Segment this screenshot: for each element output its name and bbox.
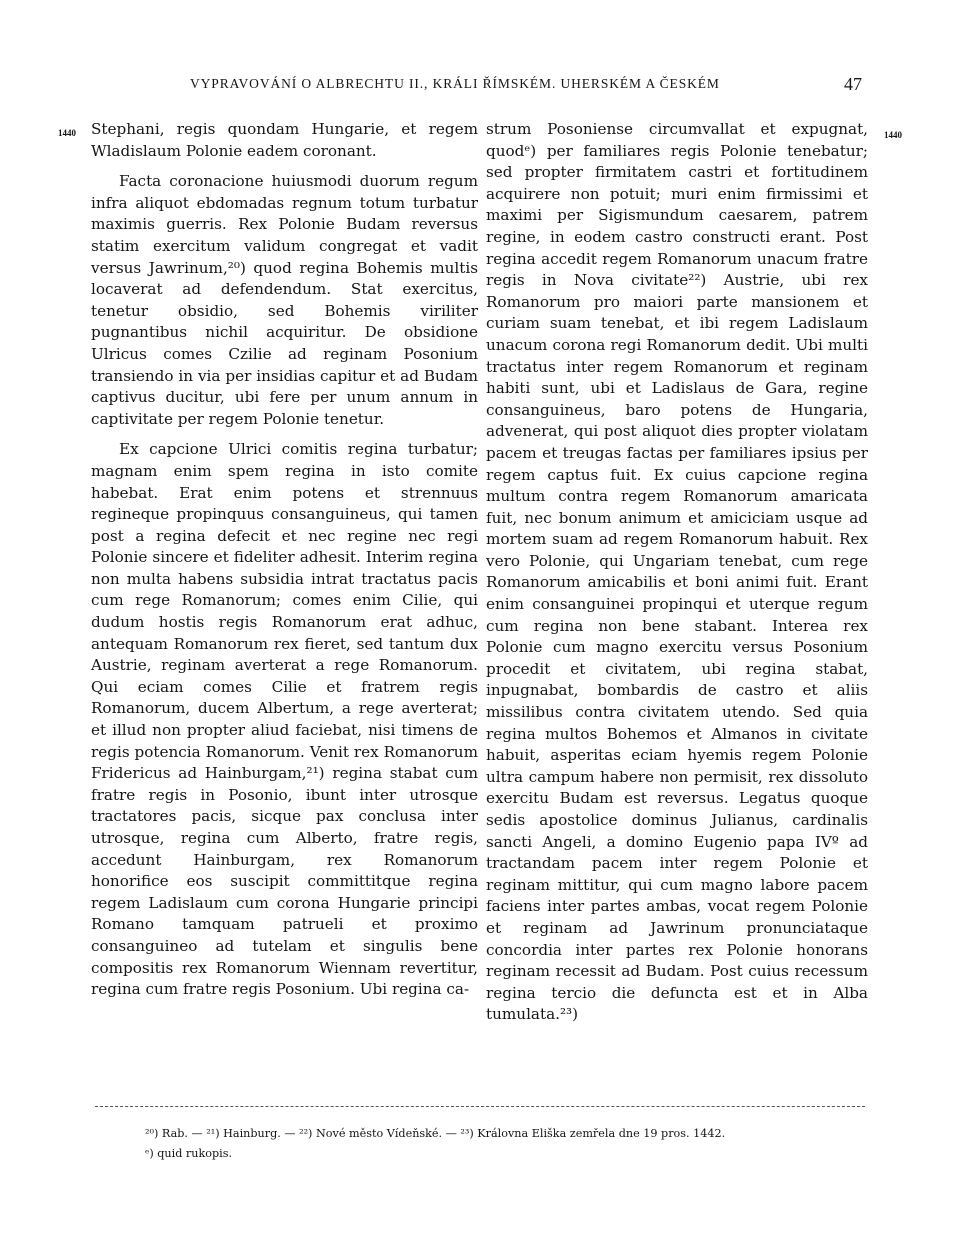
margin-year-left: 1440 (58, 128, 76, 138)
footnote-line: ᵉ) quid rukopis. (145, 1147, 233, 1160)
footnotes (145, 1124, 865, 1164)
margin-year-right: 1440 (884, 130, 902, 140)
page-header (0, 76, 960, 98)
footnote-line: ²⁰) Rab. — ²¹) Hainburg. — ²²) Nové město Vídeňské. — ²³) Královna Eliška zemřela dne 19 pros. 1442. (145, 1127, 726, 1140)
paragraph: Facta coronacione huiusmodi duorum regum infra aliquot ebdomadas regnum totum turbatur maximis guerris. Rex Polonie Budam reversus statim exercitum validum congregat et vadit versus Jawrinum,²⁰) quod regina Bohemis multis locaverat ad defendendum. Stat exercitus, tenetur obsidio, sed Bohemis viriliter pugnantibus nichil acquiritur. De obsidione Ulricus comes Czilie ad reginam Posonium transiendo in via per insidias capitur et ad Budam captivus ducitur, ubi fere per unum annum in captivitate per regem Polonie tenetur. (91, 172, 478, 428)
running-head: VYPRAVOVÁNÍ O ALBRECHTU II., KRÁLI ŘÍMSKÉM. UHERSKÉM A ČESKÉM (190, 76, 720, 91)
left-column (91, 119, 478, 1001)
right-column (486, 119, 868, 1026)
paragraph: strum Posoniense circumvallat et expugnat, quodᵉ) per familiares regis Polonie tenebatur; sed propter firmitatem castri et fortitudinem acquirere non potuit; muri enim firmissimi et maximi per Sigismundum caesarem, patrem regine, in eodem castro constructi erant. Post regina accedit regem Romanorum unacum fratre regis in Nova civitate²²) Austrie, ubi rex Romanorum pro maiori parte mansionem et curiam suam tenebat, et ibi regem Ladislaum unacum corona regi Romanorum dedit. Ubi multi tractatus inter regem Romanorum et reginam habiti sunt, ubi et Ladislaus de Gara, regine consanguineus, baro potens de Hungaria, advenerat, qui post aliquot dies propter violatam pacem et treugas factas per familiares ipsius per regem captus fuit. Ex cuius capcione regina multum contra regem Romanorum amaricata fuit, nec bonum animum et amiciciam usque ad mortem suam ad regem Romanorum habuit. Rex vero Polonie, qui Ungariam tenebat, cum rege Romanorum amicabilis et boni animi fuit. Erant enim consanguinei propinqui et uterque regum cum regina non bene stabant. Interea rex Polonie cum magno exercitu versus Posonium procedit et civitatem, ubi regina stabat, inpugnabat, bombardis de castro et aliis missilibus contra civitatem utendo. Sed quia regina multos Bohemos et Almanos in civitate habuit, asperitas eciam hyemis regem Polonie ultra campum habere non permisit, rex dissoluto exercitu Budam est reversus. Legatus quoque sedis apostolice dominus Julianus, cardinalis sancti Angeli, a domino Eugenio papa IVº ad tractandam pacem inter regem Polonie et reginam mittitur, qui cum magno labore pacem faciens inter partes ambas, vocat regem Polonie et reginam ad Jawrinum pronunciataque concordia inter partes rex Polonie honorans reginam recessit ad Budam. Post cuius recessum regina tercio die defuncta est et in Alba tumulata.²³) (486, 120, 868, 1024)
paragraph: Ex capcione Ulrici comitis regina turbatur; magnam enim spem regina in isto comite habebat. Erat enim potens et strennuus regineque propinquus consanguineus, qui tamen post a regina defecit et nec regine nec regi Polonie sincere et fideliter adhesit. Interim regina non multa habens subsidia intrat tractatus pacis cum rege Romanorum; comes enim Cilie, qui dudum hostis regis Romanorum erat adhuc, antequam Romanorum rex fieret, sed tantum dux Austrie, reginam averterat a rege Romanorum. Qui eciam comes Cilie et fratrem regis Romanorum, ducem Albertum, a rege averterat; et illud non propter aliud faciebat, nisi timens de regis potencia Romanorum. Venit rex Romanorum Fridericus ad Hainburgam,²¹) regina stabat cum fratre regis in Posonio, ibunt inter utrosque tractatores pacis, sicque pax conclusa inter utrosque, regina cum Alberto, fratre regis, accedunt Hainburgam, rex Romanorum honorifice eos suscipit committitque regina regem Ladislaum cum corona Hungarie principi Romano tamquam patrueli et proximo consanguineo ad tutelam et singulis bene compositis rex Romanorum Wiennam revertitur, regina cum fratre regis Posonium. Ubi regina ca- (91, 440, 478, 999)
page-number: 47 (844, 74, 862, 94)
paragraph: Stephani, regis quondam Hungarie, et regem Wladislaum Polonie eadem coronant. (91, 120, 478, 160)
footnote-divider (95, 1106, 865, 1107)
